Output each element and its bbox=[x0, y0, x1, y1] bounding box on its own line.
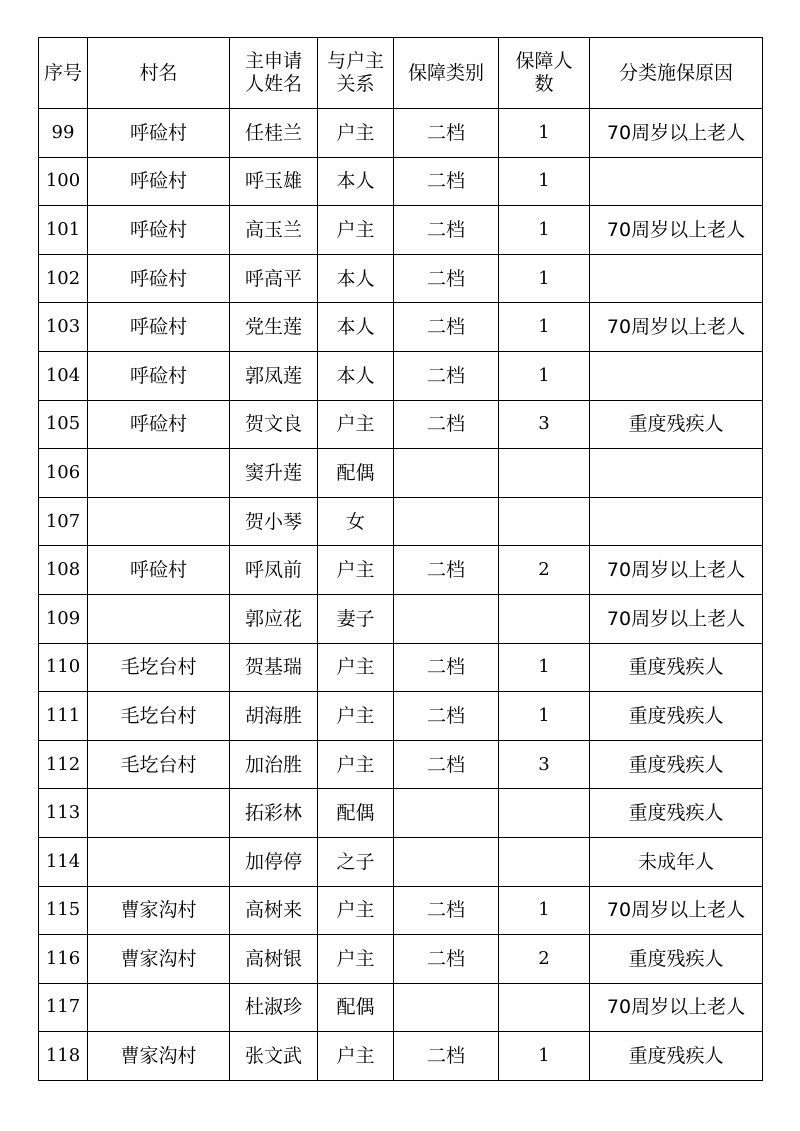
table-row bbox=[39, 157, 763, 206]
table-header bbox=[39, 38, 763, 109]
cell-assistance-category: 二档 bbox=[394, 254, 499, 303]
cell-relation-to-head: 配偶 bbox=[318, 449, 394, 498]
cell-applicant-name: 加治胜 bbox=[230, 740, 318, 789]
cell-assistance-count bbox=[499, 449, 590, 498]
cell-classification-reason bbox=[590, 449, 763, 498]
column-header-line: 序号 bbox=[43, 61, 82, 84]
cell-assistance-category: 二档 bbox=[394, 157, 499, 206]
cell-relation-to-head: 户主 bbox=[318, 1032, 394, 1081]
table-row bbox=[39, 206, 763, 255]
cell-assistance-count bbox=[499, 594, 590, 643]
cell-village-name: 呼硷村 bbox=[88, 546, 230, 595]
cell-village-name: 呼硷村 bbox=[88, 351, 230, 400]
column-header-line: 与户主 bbox=[326, 50, 384, 72]
column-header-line: 保障人 bbox=[515, 50, 573, 72]
column-header-line: 关系 bbox=[336, 73, 375, 95]
table-row bbox=[39, 546, 763, 595]
table-row bbox=[39, 740, 763, 789]
column-header-line: 村名 bbox=[139, 61, 178, 84]
cell-village-name: 呼硷村 bbox=[88, 254, 230, 303]
cell-assistance-count: 1 bbox=[499, 109, 590, 158]
cell-seq-number: 117 bbox=[39, 983, 88, 1032]
cell-applicant-name: 任桂兰 bbox=[230, 109, 318, 158]
cell-relation-to-head: 之子 bbox=[318, 837, 394, 886]
cell-seq-number: 114 bbox=[39, 837, 88, 886]
table-row bbox=[39, 497, 763, 546]
cell-assistance-category: 二档 bbox=[394, 400, 499, 449]
cell-seq-number: 108 bbox=[39, 546, 88, 595]
column-header-line: 人姓名 bbox=[244, 73, 302, 95]
table-body bbox=[39, 109, 763, 1081]
cell-assistance-category bbox=[394, 983, 499, 1032]
table-row bbox=[39, 886, 763, 935]
cell-seq-number: 102 bbox=[39, 254, 88, 303]
table-row bbox=[39, 594, 763, 643]
cell-assistance-category bbox=[394, 789, 499, 838]
cell-classification-reason bbox=[590, 351, 763, 400]
cell-assistance-count: 1 bbox=[499, 692, 590, 741]
cell-seq-number: 112 bbox=[39, 740, 88, 789]
cell-assistance-count bbox=[499, 837, 590, 886]
cell-assistance-count: 3 bbox=[499, 740, 590, 789]
cell-applicant-name: 呼凤前 bbox=[230, 546, 318, 595]
table-row bbox=[39, 449, 763, 498]
cell-assistance-category: 二档 bbox=[394, 206, 499, 255]
table-row bbox=[39, 351, 763, 400]
cell-village-name: 毛圪台村 bbox=[88, 692, 230, 741]
cell-seq-number: 110 bbox=[39, 643, 88, 692]
column-header-assistance-category bbox=[394, 38, 499, 109]
cell-applicant-name: 张文武 bbox=[230, 1032, 318, 1081]
cell-applicant-name: 高树来 bbox=[230, 886, 318, 935]
cell-village-name bbox=[88, 789, 230, 838]
cell-assistance-category: 二档 bbox=[394, 109, 499, 158]
cell-relation-to-head: 户主 bbox=[318, 935, 394, 984]
cell-applicant-name: 加停停 bbox=[230, 837, 318, 886]
column-header-classification-reason bbox=[590, 38, 763, 109]
cell-relation-to-head: 户主 bbox=[318, 206, 394, 255]
cell-relation-to-head: 本人 bbox=[318, 157, 394, 206]
cell-assistance-category: 二档 bbox=[394, 351, 499, 400]
cell-seq-number: 116 bbox=[39, 935, 88, 984]
cell-classification-reason: 70周岁以上老人 bbox=[590, 983, 763, 1032]
header-row bbox=[39, 38, 763, 109]
cell-assistance-category bbox=[394, 594, 499, 643]
cell-applicant-name: 高玉兰 bbox=[230, 206, 318, 255]
column-header-applicant-name bbox=[230, 38, 318, 109]
cell-seq-number: 104 bbox=[39, 351, 88, 400]
cell-classification-reason bbox=[590, 157, 763, 206]
cell-classification-reason: 70周岁以上老人 bbox=[590, 886, 763, 935]
cell-village-name bbox=[88, 837, 230, 886]
column-header-village-name bbox=[88, 38, 230, 109]
table-row bbox=[39, 837, 763, 886]
table-row bbox=[39, 303, 763, 352]
cell-assistance-count bbox=[499, 983, 590, 1032]
cell-village-name bbox=[88, 983, 230, 1032]
cell-relation-to-head: 女 bbox=[318, 497, 394, 546]
cell-seq-number: 115 bbox=[39, 886, 88, 935]
table-row bbox=[39, 789, 763, 838]
cell-applicant-name: 窦升莲 bbox=[230, 449, 318, 498]
cell-assistance-category bbox=[394, 837, 499, 886]
cell-relation-to-head: 户主 bbox=[318, 109, 394, 158]
cell-village-name: 毛圪台村 bbox=[88, 643, 230, 692]
cell-relation-to-head: 户主 bbox=[318, 546, 394, 595]
cell-relation-to-head: 配偶 bbox=[318, 983, 394, 1032]
cell-village-name: 呼硷村 bbox=[88, 400, 230, 449]
cell-relation-to-head: 户主 bbox=[318, 643, 394, 692]
cell-assistance-category bbox=[394, 497, 499, 546]
cell-village-name: 呼硷村 bbox=[88, 206, 230, 255]
cell-village-name bbox=[88, 497, 230, 546]
cell-seq-number: 100 bbox=[39, 157, 88, 206]
table-row bbox=[39, 692, 763, 741]
cell-applicant-name: 呼高平 bbox=[230, 254, 318, 303]
cell-assistance-count: 1 bbox=[499, 643, 590, 692]
cell-assistance-count: 1 bbox=[499, 157, 590, 206]
assistance-roster-table bbox=[38, 37, 763, 1081]
cell-village-name: 呼硷村 bbox=[88, 109, 230, 158]
cell-village-name: 曹家沟村 bbox=[88, 935, 230, 984]
cell-relation-to-head: 户主 bbox=[318, 886, 394, 935]
cell-assistance-category: 二档 bbox=[394, 643, 499, 692]
cell-applicant-name: 贺小琴 bbox=[230, 497, 318, 546]
cell-classification-reason: 重度残疾人 bbox=[590, 740, 763, 789]
cell-seq-number: 99 bbox=[39, 109, 88, 158]
column-header-line: 保障类别 bbox=[407, 61, 484, 84]
cell-village-name bbox=[88, 594, 230, 643]
cell-seq-number: 118 bbox=[39, 1032, 88, 1081]
cell-assistance-count: 1 bbox=[499, 206, 590, 255]
cell-classification-reason: 70周岁以上老人 bbox=[590, 206, 763, 255]
cell-assistance-category: 二档 bbox=[394, 546, 499, 595]
cell-assistance-count: 1 bbox=[499, 886, 590, 935]
cell-seq-number: 105 bbox=[39, 400, 88, 449]
cell-classification-reason: 重度残疾人 bbox=[590, 643, 763, 692]
cell-classification-reason bbox=[590, 497, 763, 546]
cell-relation-to-head: 户主 bbox=[318, 400, 394, 449]
cell-assistance-category: 二档 bbox=[394, 740, 499, 789]
table-row bbox=[39, 643, 763, 692]
cell-applicant-name: 党生莲 bbox=[230, 303, 318, 352]
table-row bbox=[39, 935, 763, 984]
table-row bbox=[39, 1032, 763, 1081]
cell-seq-number: 106 bbox=[39, 449, 88, 498]
cell-village-name: 曹家沟村 bbox=[88, 886, 230, 935]
cell-applicant-name: 高树银 bbox=[230, 935, 318, 984]
table-row bbox=[39, 109, 763, 158]
cell-village-name: 毛圪台村 bbox=[88, 740, 230, 789]
column-header-line: 主申请 bbox=[244, 50, 302, 72]
cell-relation-to-head: 本人 bbox=[318, 303, 394, 352]
cell-classification-reason: 70周岁以上老人 bbox=[590, 303, 763, 352]
cell-applicant-name: 贺文良 bbox=[230, 400, 318, 449]
cell-village-name: 呼硷村 bbox=[88, 303, 230, 352]
cell-assistance-count bbox=[499, 789, 590, 838]
cell-assistance-category: 二档 bbox=[394, 1032, 499, 1081]
cell-classification-reason: 70周岁以上老人 bbox=[590, 594, 763, 643]
cell-applicant-name: 胡海胜 bbox=[230, 692, 318, 741]
table-row bbox=[39, 400, 763, 449]
column-header-assistance-count bbox=[499, 38, 590, 109]
cell-assistance-count: 1 bbox=[499, 1032, 590, 1081]
cell-applicant-name: 郭凤莲 bbox=[230, 351, 318, 400]
cell-classification-reason: 重度残疾人 bbox=[590, 400, 763, 449]
cell-assistance-count bbox=[499, 497, 590, 546]
cell-seq-number: 107 bbox=[39, 497, 88, 546]
cell-assistance-count: 2 bbox=[499, 935, 590, 984]
table-row bbox=[39, 254, 763, 303]
cell-seq-number: 101 bbox=[39, 206, 88, 255]
column-header-seq-number bbox=[39, 38, 88, 109]
cell-village-name bbox=[88, 449, 230, 498]
cell-classification-reason: 未成年人 bbox=[590, 837, 763, 886]
cell-seq-number: 111 bbox=[39, 692, 88, 741]
cell-classification-reason: 70周岁以上老人 bbox=[590, 546, 763, 595]
cell-assistance-count: 1 bbox=[499, 303, 590, 352]
cell-classification-reason: 70周岁以上老人 bbox=[590, 109, 763, 158]
cell-assistance-category bbox=[394, 449, 499, 498]
cell-seq-number: 103 bbox=[39, 303, 88, 352]
cell-applicant-name: 呼玉雄 bbox=[230, 157, 318, 206]
table-row bbox=[39, 983, 763, 1032]
cell-relation-to-head: 本人 bbox=[318, 351, 394, 400]
cell-assistance-category: 二档 bbox=[394, 692, 499, 741]
cell-assistance-category: 二档 bbox=[394, 303, 499, 352]
cell-relation-to-head: 妻子 bbox=[318, 594, 394, 643]
cell-assistance-count: 2 bbox=[499, 546, 590, 595]
cell-relation-to-head: 户主 bbox=[318, 692, 394, 741]
cell-applicant-name: 杜淑珍 bbox=[230, 983, 318, 1032]
cell-applicant-name: 郭应花 bbox=[230, 594, 318, 643]
cell-relation-to-head: 本人 bbox=[318, 254, 394, 303]
cell-village-name: 曹家沟村 bbox=[88, 1032, 230, 1081]
cell-assistance-count: 3 bbox=[499, 400, 590, 449]
cell-classification-reason: 重度残疾人 bbox=[590, 1032, 763, 1081]
cell-applicant-name: 贺基瑞 bbox=[230, 643, 318, 692]
cell-village-name: 呼硷村 bbox=[88, 157, 230, 206]
cell-classification-reason: 重度残疾人 bbox=[590, 935, 763, 984]
cell-assistance-category: 二档 bbox=[394, 886, 499, 935]
cell-assistance-category: 二档 bbox=[394, 935, 499, 984]
cell-assistance-count: 1 bbox=[499, 254, 590, 303]
cell-relation-to-head: 配偶 bbox=[318, 789, 394, 838]
column-header-line: 数 bbox=[534, 73, 554, 95]
cell-classification-reason: 重度残疾人 bbox=[590, 692, 763, 741]
cell-relation-to-head: 户主 bbox=[318, 740, 394, 789]
cell-seq-number: 113 bbox=[39, 789, 88, 838]
column-header-relation-to-head bbox=[318, 38, 394, 109]
cell-classification-reason bbox=[590, 254, 763, 303]
cell-applicant-name: 拓彩林 bbox=[230, 789, 318, 838]
cell-seq-number: 109 bbox=[39, 594, 88, 643]
cell-assistance-count: 1 bbox=[499, 351, 590, 400]
column-header-line: 分类施保原因 bbox=[618, 61, 733, 84]
cell-classification-reason: 重度残疾人 bbox=[590, 789, 763, 838]
